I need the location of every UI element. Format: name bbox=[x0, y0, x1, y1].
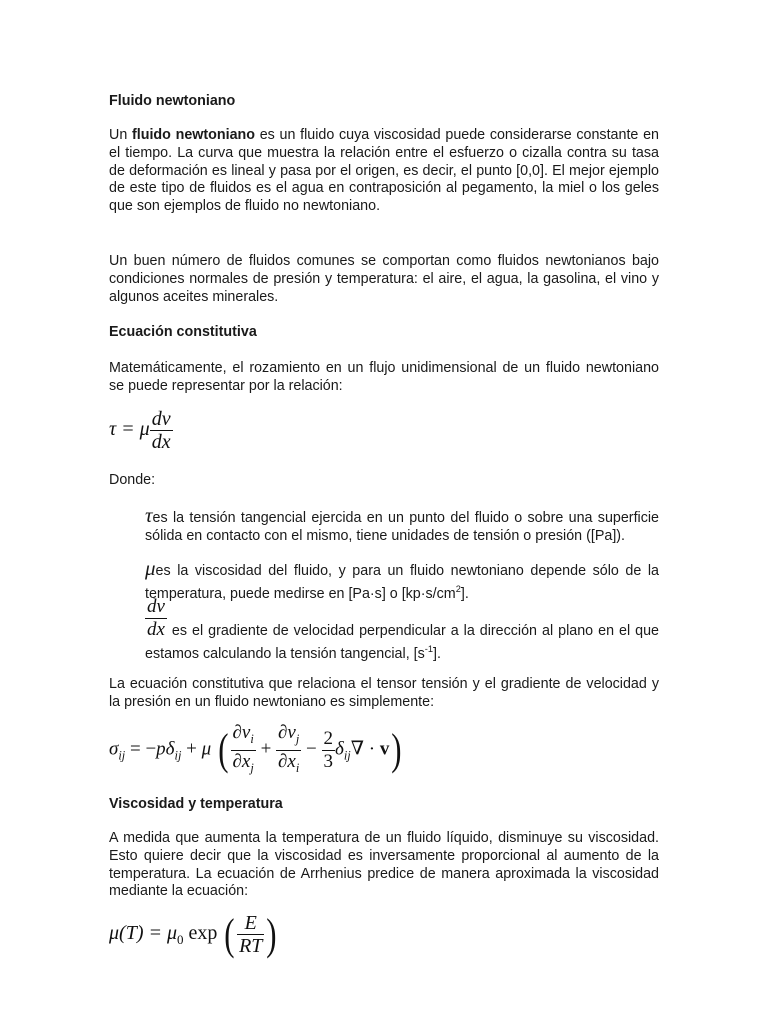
equation-stress-tensor: $\sigma_{ij} = -p\delta_{ij} + \mu$ ( $\frac{\partial v_i}{\partial x_j}$ + $\frac{\partial v_j}{\partial x_i}$ − $\frac{2}{3}$ $\delta_{ij}\nabla \cdot v$) bbox=[109, 722, 402, 775]
gradient-unit-exponent: -1 bbox=[424, 644, 434, 654]
section-heading-viscosidad-temperatura: Viscosidad y temperatura bbox=[109, 796, 283, 812]
arrhenius-numerator: E bbox=[237, 912, 264, 935]
mu-symbol: μ bbox=[145, 556, 156, 580]
gradient-text-end: ]. bbox=[433, 645, 441, 662]
definition-gradient bbox=[145, 596, 659, 664]
paragraph-relation: Matemáticamente, el rozamiento en un flujo unidimensional de un fluido newtoniano se puede representar por la relación: bbox=[109, 360, 659, 394]
gradient-fraction bbox=[145, 596, 167, 641]
bold-term: fluido newtoniano bbox=[131, 127, 256, 143]
section-heading-ecuacion-constitutiva: Ecuación constitutiva bbox=[109, 324, 257, 340]
arrhenius-lhs: μ(T) = μ bbox=[109, 922, 178, 945]
mu-unit-exponent: 2 bbox=[455, 583, 461, 594]
section-heading-fluido-newtoniano: Fluido newtoniano bbox=[109, 93, 236, 109]
paragraph-constitutive: La ecuación constitutiva que relaciona el tensor tensión y el gradiente de velocidad y la presión en un fluido newtoniano es simplemente: bbox=[109, 676, 659, 710]
definition-tau bbox=[145, 503, 659, 546]
fraction-numerator: dv bbox=[151, 408, 171, 430]
paragraph-common-fluids: Un buen número de fluidos comunes se comportan como fluidos newtonianos bajo condiciones normales de presión y temperatura: el aire, el agua, la gasolina, el vino y algunos aceites minerales. bbox=[109, 253, 659, 305]
gradient-numerator: dv bbox=[147, 596, 165, 617]
paragraph-lead: Un bbox=[109, 127, 132, 143]
paragraph-temperature: A medida que aumenta la temperatura de un fluido líquido, disminuye su viscosidad. Esto quiere decir que la viscosidad es inversamente proporcional al aumento de la temperatura. La ecuación de Arrhenius predice de manera aproximada la viscosidad mediante la ecuación: bbox=[109, 830, 659, 900]
tau-symbol: τ bbox=[145, 503, 153, 527]
tau-text: es la tensión tangencial ejercida en un punto del fluido o sobre una superficie sólida en contacto con el mismo, tiene unidades de tensión o presión ([Pa]). bbox=[145, 510, 659, 544]
donde-label: Donde: bbox=[109, 472, 156, 488]
mu-text-end: ]. bbox=[460, 585, 469, 602]
equation-lhs: τ = μ bbox=[109, 418, 150, 441]
gradient-denominator: dx bbox=[147, 619, 165, 640]
arrhenius-function: exp bbox=[188, 922, 218, 945]
fraction-denominator: dx bbox=[151, 431, 171, 453]
equation-arrhenius: $\mu(T) = \mu_0$ exp ( $\frac{E}{RT}$ ) bbox=[109, 909, 277, 959]
arrhenius-denominator: RT bbox=[239, 935, 263, 957]
mu-text: es la viscosidad del fluido, y para un fluido newtoniano depende sólo de la temperatura, puede medirse en [Pa·s] o [kp·s/cm bbox=[145, 563, 659, 602]
equation-fraction bbox=[150, 408, 173, 453]
paragraph-definition bbox=[109, 127, 659, 216]
paragraph-rest: es un fluido cuya viscosidad puede considerarse constante en el tiempo. La curva que muestra la relación entre el esfuerzo o cizalla contra su tasa de deformación es lineal y pasa por el origen, es decir, el punto [0,0]. El mejor ejemplo de este tipo de fluidos es el agua en contraposición al pegamento, la miel o los geles que son ejemplos de fluido no newtoniano. bbox=[109, 127, 659, 215]
arrhenius-subscript: 0 bbox=[177, 932, 184, 948]
gradient-text: es el gradiente de velocidad perpendicular a la dirección al plano en el que estamos calculando la tensión tangencial, [s bbox=[145, 623, 659, 662]
equation-shear-stress bbox=[109, 408, 173, 453]
